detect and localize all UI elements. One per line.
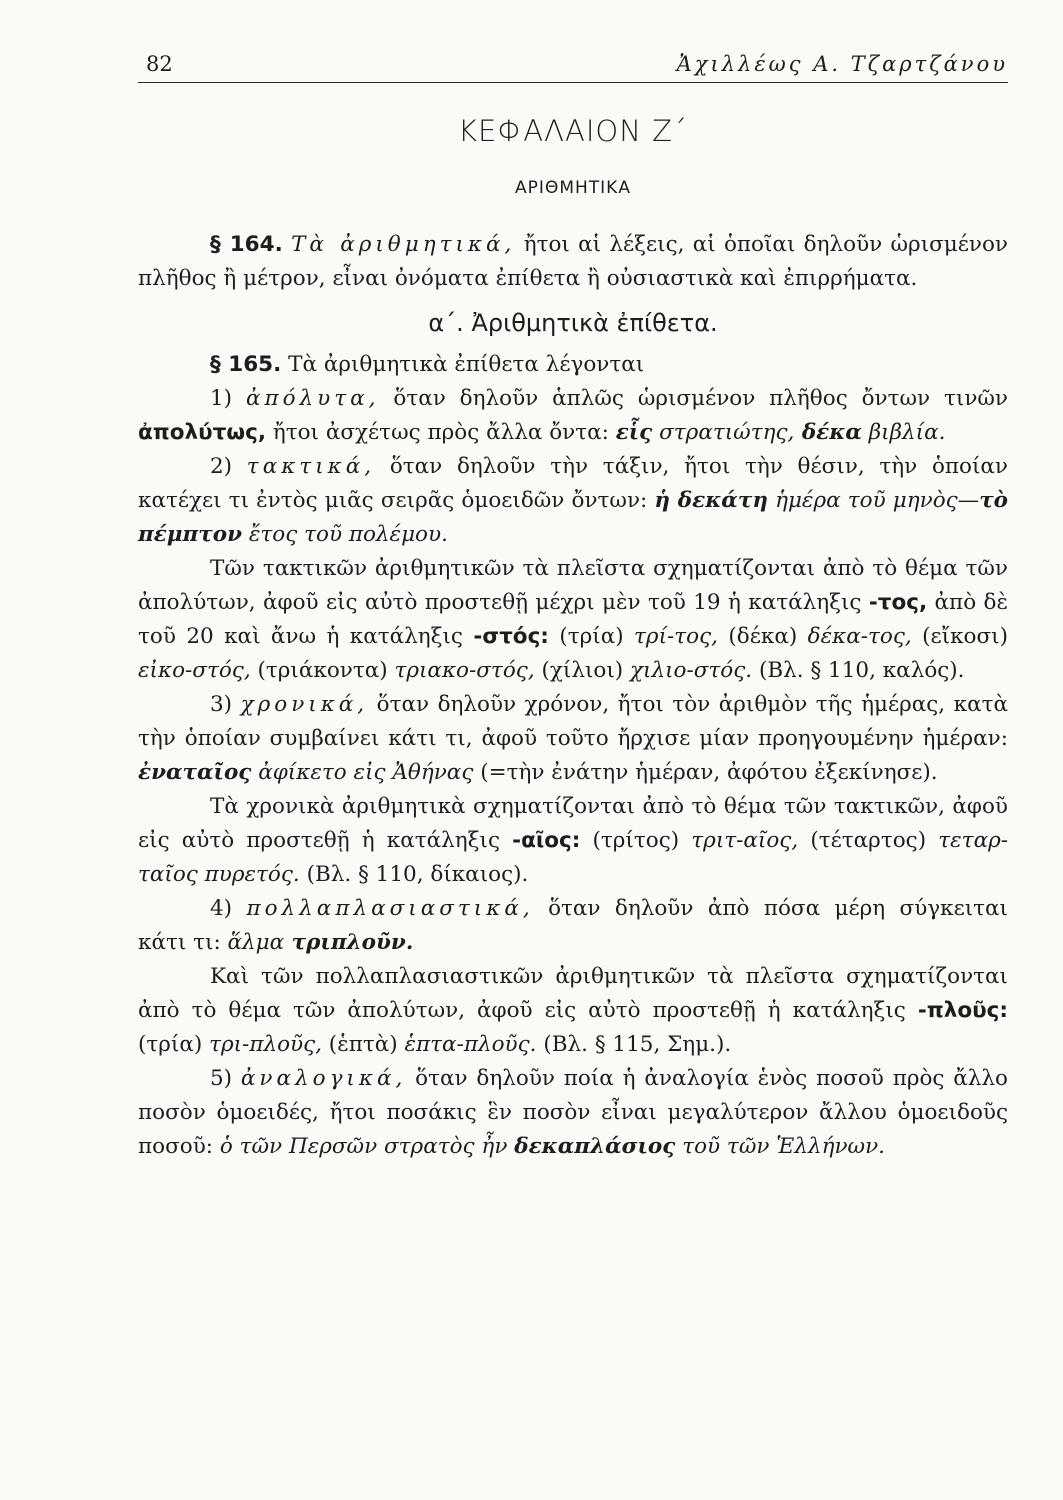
example: εἰκο-στός, <box>138 658 251 683</box>
paragraph-164 <box>138 228 1008 296</box>
chapter-subtitle: ΑΡΙΘΜΗΤΙΚΑ <box>515 178 631 198</box>
key-term: ἀναλογικά, <box>240 1066 407 1091</box>
item-text: (δέκα) <box>717 624 808 649</box>
page-number: 82 <box>146 52 173 76</box>
item-text: (ἑπτὰ) <box>321 1032 405 1057</box>
item-text: ὅταν δηλοῦν χρόνον, ἤτοι τὸν ἀριθμὸν τῆς ἡμέρας, κατὰ τὴν ὁποίαν συμβαίνει κάτι τι, ἀφοῦ τοῦτο ἤρχισε μίαν προηγουμένην ἡμέραν: <box>138 692 1008 751</box>
bold-term: ἀπολύτως, <box>138 420 266 445</box>
suffix: -αῖος: <box>512 828 581 853</box>
item-text: (τέταρτος) <box>798 828 939 853</box>
item-number: 3) <box>210 692 241 717</box>
item-text: Τὰ χρονικὰ ἀριθμητικὰ σχηματίζονται ἀπὸ τὸ θέμα τῶν τακτικῶν, ἀφοῦ εἰς αὐτὸ προστεθῇ ἡ κατάληξις <box>138 794 1008 853</box>
item-number: 2) <box>210 454 247 479</box>
example: τρι-πλοῦς, <box>209 1032 322 1057</box>
key-term: πολλαπλασιαστικά, <box>246 896 534 921</box>
example: χιλιο-στός. <box>630 658 753 683</box>
list-item-temporal <box>138 688 1008 790</box>
chapter-title: ΚΕΦΑΛΑΙΟΝ Ζ΄ <box>458 114 688 148</box>
suffix: -πλοῦς: <box>917 998 1008 1023</box>
item-text: ὅταν δηλοῦν τὴν τάξιν, ἤτοι τὴν θέσιν, τὴν ὁποίαν κατέχει τι ἐντὸς μιᾶς σειρᾶς ὁμοειδῶν ὄντων: <box>138 454 1008 513</box>
item-text: (=τὴν ἐνάτην ἡμέραν, ἀφότου ἐξεκίνησε). <box>473 760 938 785</box>
book-page <box>138 0 1008 1500</box>
item-text: (χίλιοι) <box>534 658 630 683</box>
paragraph-multiplicative-formation <box>138 960 1008 1062</box>
running-title: Ἀχιλλέως Α. Τζαρτζάνου <box>676 52 1008 76</box>
example-bold: δέκα <box>794 420 862 445</box>
item-text: (Βλ. § 115, Σημ.). <box>536 1032 732 1057</box>
example: βιβλία. <box>861 420 946 445</box>
section-heading: α΄. Ἀριθμητικὰ ἐπίθετα. <box>428 309 718 337</box>
example-bold: ἐναταῖος <box>138 760 252 785</box>
section-number: § 164. <box>210 232 283 257</box>
example: τριακο-στός, <box>394 658 535 683</box>
example: τοῦ τῶν Ἑλλήνων. <box>675 1134 885 1159</box>
item-text: (τρίτος) <box>580 828 692 853</box>
key-term: Τὰ ἀριθμητικά, <box>291 232 516 257</box>
example-bold: τὸ πέμπτον <box>138 488 1008 547</box>
example: ἑπτα-πλοῦς. <box>404 1032 537 1057</box>
example: τεταρ-ταῖος πυρετός. <box>138 828 1008 887</box>
list-item-proportional <box>138 1062 1008 1164</box>
paragraph-165 <box>138 348 1008 382</box>
example: τρί-τος, <box>634 624 718 649</box>
item-text: (εἴκοσι) <box>911 624 1008 649</box>
body-text <box>138 228 1008 1164</box>
example-bold: τριπλοῦν. <box>284 930 414 955</box>
list-item-multiplicative <box>138 892 1008 960</box>
example: τριτ-αῖος, <box>691 828 799 853</box>
key-term: τακτικά, <box>246 454 376 479</box>
item-text: Καὶ τῶν πολλαπλασιαστικῶν ἀριθμητικῶν τὰ πλεῖστα σχηματίζονται ἀπὸ τὸ θέμα τῶν ἀπολύτων, ἀφοῦ εἰς αὐτὸ προστεθῇ ἡ κατάληξις <box>138 964 1008 1023</box>
item-number: 1) <box>210 386 246 411</box>
section-number: § 165. <box>210 352 282 377</box>
example-bold: ἡ δεκάτη <box>654 488 768 513</box>
item-text: ὅταν δηλοῦν ἁπλῶς ὡρισμένον πλῆθος ὄντων τινῶν <box>379 386 1008 411</box>
example: ἔτος τοῦ πολέμου. <box>242 522 448 547</box>
key-term: χρονικά, <box>240 692 369 717</box>
example-bold: δεκαπλάσιος <box>514 1134 676 1159</box>
item-text: (τρία) <box>138 1032 210 1057</box>
item-text: ὅταν δηλοῦν ποία ἡ ἀναλογία ἑνὸς ποσοῦ πρὸς ἄλλο ποσὸν ὁμοειδές, ἤτοι ποσάκις ἓν ποσὸν εἶναι μεγαλύτερον ἄλλου ὁμοειδοῦς ποσοῦ: <box>138 1066 1008 1159</box>
item-text: ὅταν δηλοῦν ἀπὸ πόσα μέρη σύγκειται κάτι τι: <box>138 896 1008 955</box>
item-text: ἤτοι ἀσχέτως πρὸς ἄλλα ὄντα: <box>266 420 616 445</box>
page-header <box>138 44 1008 83</box>
paragraph-temporal-formation <box>138 790 1008 892</box>
example: δέκα-τος, <box>807 624 912 649</box>
item-text: Τῶν τακτικῶν ἀριθμητικῶν τὰ πλεῖστα σχηματίζονται ἀπὸ τὸ θέμα τῶν ἀπολύτων, ἀφοῦ εἰς αὐτὸ προστεθῇ μέχρι μὲν τοῦ 19 ἡ κατάληξις <box>138 556 1008 615</box>
example: ὁ τῶν Περσῶν στρατὸς ἦν <box>219 1134 515 1159</box>
suffix: -τος, <box>868 590 928 615</box>
list-item-ordinal <box>138 450 1008 552</box>
item-text: (τριάκοντα) <box>250 658 395 683</box>
item-text: (Βλ. § 110, καλός). <box>752 658 965 683</box>
paragraph-text: Τὰ ἀριθμητικὰ ἐπίθετα λέγονται <box>281 352 645 377</box>
item-number: 5) <box>210 1066 241 1091</box>
list-item-absolute <box>138 382 1008 450</box>
item-text: (Βλ. § 110, δίκαιος). <box>299 862 529 887</box>
example: στρατιώτης, <box>652 420 795 445</box>
example: ἡμέρα τοῦ μηνὸς— <box>767 488 980 513</box>
paragraph-ordinal-formation <box>138 552 1008 688</box>
paragraph-text: ἤτοι αἱ λέξεις, αἱ ὁποῖαι δηλοῦν ὡρισμένον πλῆθος ἢ μέτρον, εἶναι ὀνόματα ἐπίθετα ἢ οὐσιαστικὰ καὶ ἐπιρρήματα. <box>138 232 1008 291</box>
item-text: (τρία) <box>548 624 635 649</box>
example: ἅλμα <box>227 930 285 955</box>
item-number: 4) <box>210 896 247 921</box>
example: ἀφίκετο εἰς Ἀθήνας <box>251 760 474 785</box>
suffix: -στός: <box>473 624 549 649</box>
item-text: ἀπὸ δὲ τοῦ 20 καὶ ἄνω ἡ κατάληξις <box>138 590 1008 649</box>
example-bold: εἷς <box>615 420 653 445</box>
key-term: ἀπόλυτα, <box>245 386 380 411</box>
